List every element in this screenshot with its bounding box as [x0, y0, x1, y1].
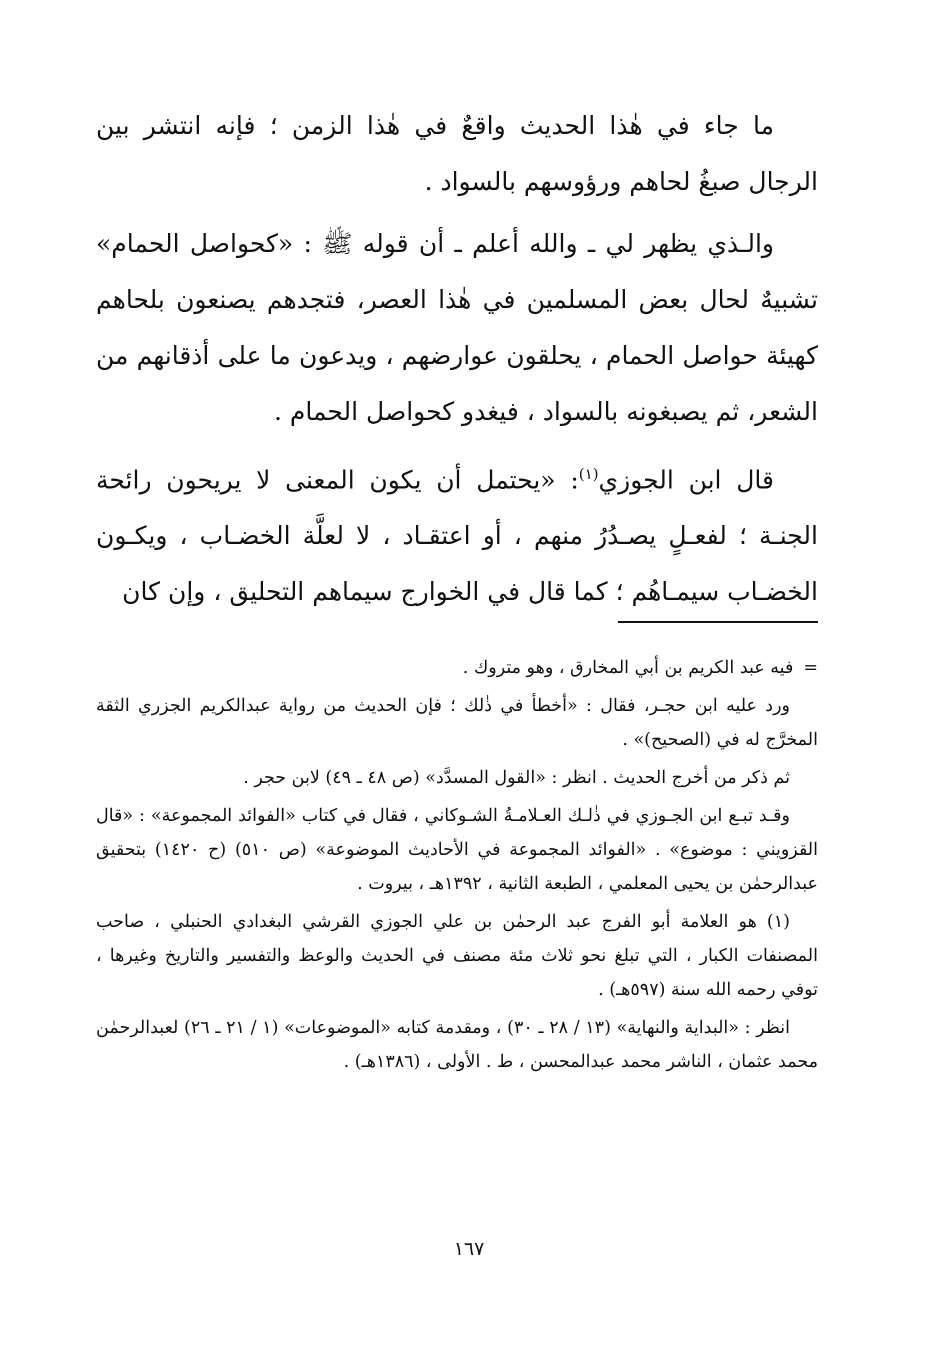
main-text [96, 98, 818, 626]
page-number: ١٦٧ [453, 1238, 485, 1260]
footnote-paragraph: وقـد تبـع ابن الجـوزي في ذٰلـك العـلامـةُ الشـوكاني ، فقال في كتاب «الفوائد المجموعة» : «قال القزويني : موضوع» . «الفوائد المجموعة في الأحاديث الموضوعة» (ص ٥١٠) (ح ١٤٢٠) بتحقيق عبدالرحمٰن بن يحيى المعلمي ، الطبعة الثانية ، ١٣٩٢هـ ، بيروت . [96, 806, 818, 894]
main-paragraph-3 [96, 446, 818, 620]
footnote-paragraph: انظر : «البداية والنهاية» (١٣ / ٢٨ ـ ٣٠) ، ومقدمة كتابه «الموضوعات» (١ / ٢١ ـ ٢٦) لعبدالرحمٰن محمد عثمان ، الناشر محمد عبدالمحسن ، ط . الأولى ، (١٣٨٦هـ) . [96, 1018, 818, 1072]
footnote-text: فيه عبد الكريم بن أبي المخارق ، وهو متروك . [462, 658, 794, 678]
main-paragraph-2: والـذي يظهر لي ـ والله أعلم ـ أن قوله ﷺ : «كحواصل الحمام» تشبيهٌ لحال بعض المسلمين في هٰذا العصر، فتجدهم يصنعون بلحاهم كهيئة حواصل الحمام ، يحلقون عوارضهم ، ويدعون ما على أذقانهم من الشعر، ثم يصبغونه بالسواد ، فيغدو كحواصل الحمام . [96, 229, 818, 426]
quote-text: : «يحتمل أن يكون المعنى لا يريحون رائحة الجنـة ؛ لفعـلٍ يصـدُرُ منهم ، أو اعتقـاد ، لا لعلَّة الخضـاب ، ويكـون الخضـاب سيمـاهُم ؛ كما قال في الخوارج سيماهم التحليق ، وإن كان [96, 465, 818, 607]
footnote-paragraph: ثم ذكر من أخرج الحديث . انظر : «القول المسدَّد» (ص ٤٨ ـ ٤٩) لابن حجر . [243, 768, 790, 788]
footnote-ref: (١) [578, 465, 599, 483]
footnotes [96, 651, 818, 1083]
continuation-mark: = [803, 658, 818, 678]
footnote-1: (١) هو العلامة أبو الفرج عبد الرحمٰن بن علي الجوزي القرشي البغدادي الحنبلي ، صاحب المصنفات الكبار ، التي تبلغ نحو ثلاث مئة مصنف في الحديث والوعظ والتفسير والتاريخ وغيرها ، توفي رحمه الله سنة (٥٩٧هـ) . [96, 912, 818, 1000]
footnote-paragraph: ورد عليه ابن حجـر، فقال : «أخطأ في ذٰلك ؛ فإن الحديث من رواية عبدالكريم الجزري الثقة المخرَّج له في (الصحيح)» . [96, 696, 818, 750]
quote-intro: قال ابن الجوزي [598, 465, 774, 495]
main-paragraph-1: ما جاء في هٰذا الحديث واقعٌ في هٰذا الزمن ؛ فإنه انتشر بين الرجال صبغُ لحاهم ورؤوسهم بالسواد . [96, 111, 818, 196]
footnote-divider [618, 621, 818, 623]
footnote-continuation [96, 651, 818, 685]
